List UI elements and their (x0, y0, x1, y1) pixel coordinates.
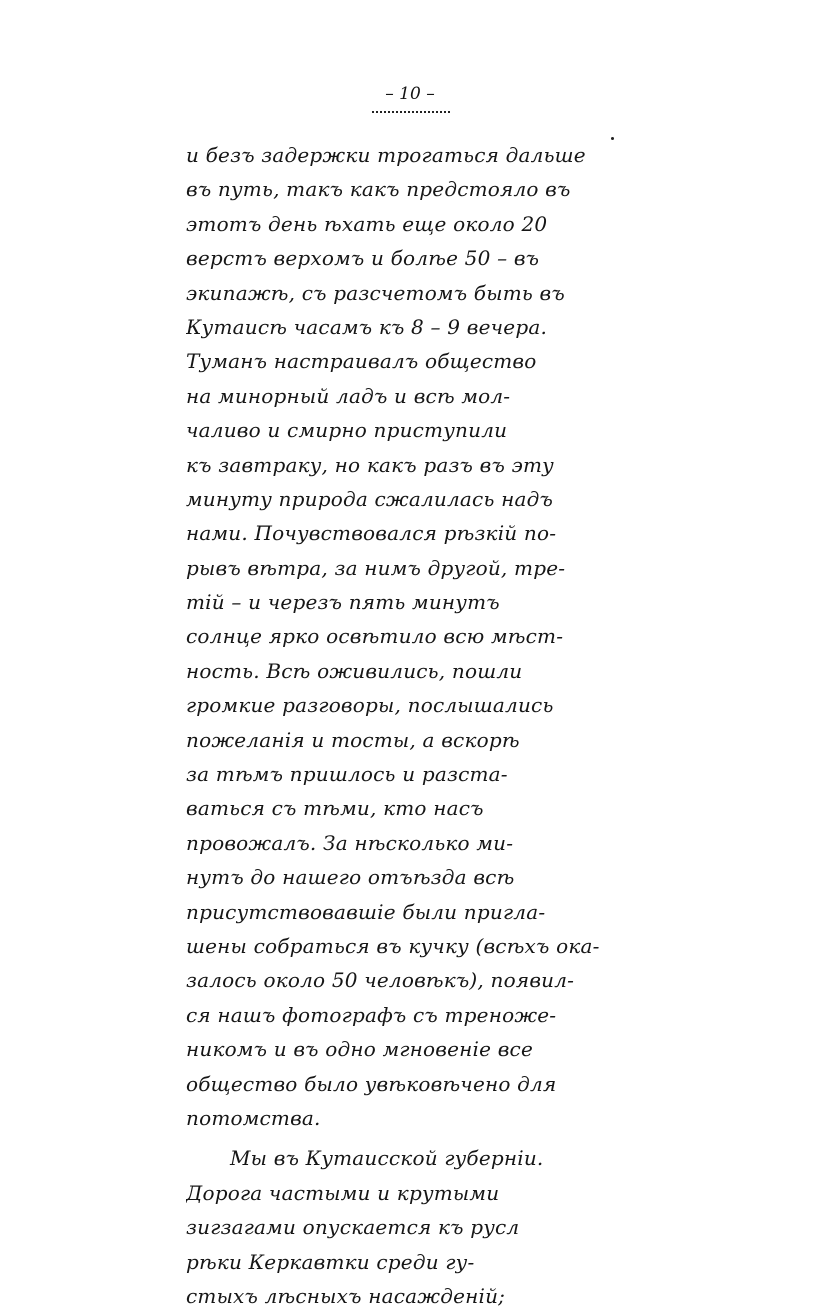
text-line: тій – и черезъ пять минутъ (186, 590, 500, 615)
text-line: пожеланія и тосты, а вскорѣ (186, 727, 520, 752)
text-line: нутъ до нашего отъѣзда всѣ (186, 865, 515, 890)
text-line: рывъ вѣтра, за нимъ другой, тре- (186, 555, 566, 580)
text-line: Дорога частыми и крутыми (186, 1180, 500, 1205)
text-line: ся нашъ фотографъ съ треноже- (186, 1002, 557, 1027)
text-line: никомъ и въ одно мгновеніе все (186, 1037, 533, 1062)
page-number-underline (372, 108, 450, 113)
text-line: рѣки Керкавтки среди гу- (186, 1249, 475, 1274)
text-line: чаливо и смирно приступили (186, 418, 508, 443)
text-line: верстъ верхомъ и болѣе 50 – въ (186, 246, 540, 271)
page-number (340, 84, 480, 104)
text-line: потомства. (186, 1105, 321, 1130)
text-line: Кутаисѣ часамъ къ 8 – 9 вечера. (186, 314, 548, 339)
text-line: Туманъ настраивалъ общество (186, 349, 537, 374)
text-line: ность. Всѣ оживились, пошли (186, 658, 523, 683)
text-line: общество было увѣковѣчено для (186, 1071, 557, 1096)
paragraph-first-line: Мы въ Кутаисской губерніи. (230, 1146, 544, 1171)
page-number-text: – 10 – (385, 84, 435, 104)
text-line: за тѣмъ пришлось и разста- (186, 762, 508, 787)
text-line: зигзагами опускается къ русл (186, 1215, 520, 1240)
text-line: солнце ярко освѣтило всю мѣст- (186, 624, 564, 649)
text-line: присутствовавшіе были пригла- (186, 899, 546, 924)
text-line: ваться съ тѣми, кто насъ (186, 796, 484, 821)
text-line: шены собраться въ кучку (всѣхъ ока- (186, 933, 600, 958)
text-line: къ завтраку, но какъ разъ въ эту (186, 452, 554, 477)
text-line: въ путь, такъ какъ предстояло въ (186, 177, 571, 202)
text-line: и безъ задержки трогаться дальше (186, 143, 586, 167)
text-line: провожалъ. За нѣсколько ми- (186, 830, 514, 855)
text-line: стыхъ лѣсныхъ насажденій; (186, 1283, 506, 1308)
text-line: нами. Почувствовался рѣзкій по- (186, 521, 557, 546)
text-line: экипажѣ, съ разсчетомъ быть въ (186, 280, 565, 305)
text-line: этотъ день ѣхать еще около 20 (186, 211, 548, 236)
text-line: залось около 50 человѣкъ), появил- (186, 968, 575, 993)
text-line: минуту природа сжалилась надъ (186, 486, 554, 511)
text-line: на минорный ладъ и всѣ мол- (186, 383, 511, 408)
text-line: громкие разговоры, послышались (186, 693, 554, 718)
handwritten-text-block (186, 138, 616, 1313)
